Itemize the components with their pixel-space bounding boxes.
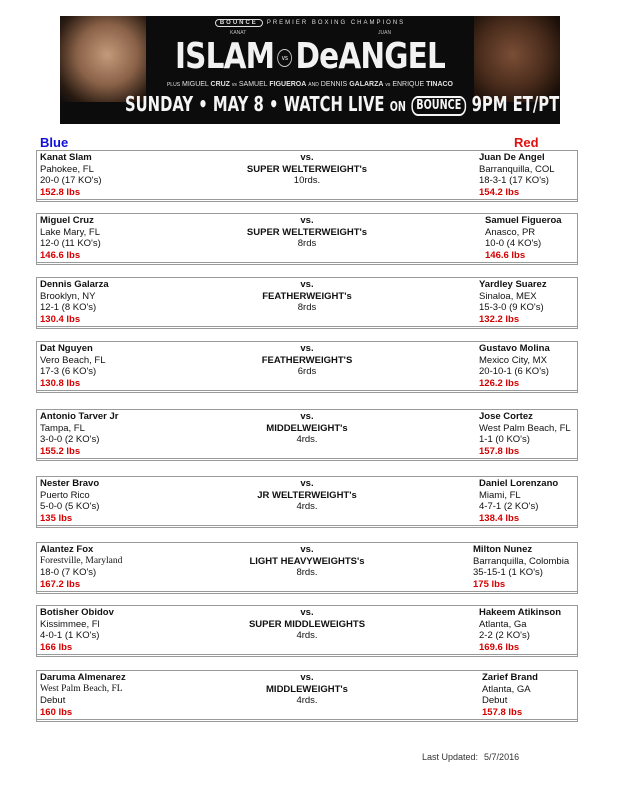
fighter-record: Debut [40, 695, 66, 706]
undercard-and: AND [308, 82, 319, 88]
vs-label: vs. [300, 215, 314, 226]
undercard-line [60, 81, 560, 88]
blue-fighter [40, 607, 114, 653]
fighter-record: 4-7-1 (2 KO's) [479, 501, 539, 512]
bout-card [36, 605, 578, 657]
scheduled-rounds: 8rds [297, 238, 317, 249]
fighter-location: Atlanta, Ga [479, 618, 527, 630]
blue-fighter [40, 152, 101, 198]
fighter-location: West Palm Beach, FL [479, 422, 571, 434]
headline-fighter-a: ISLAM [174, 36, 275, 77]
bout-card [36, 150, 578, 202]
fighter-weight: 146.6 lbs [40, 249, 81, 261]
fighter-weight: 135 lbs [40, 512, 73, 524]
bout-card [36, 476, 578, 528]
scheduled-rounds: 10rds. [293, 175, 321, 186]
red-fighter [479, 343, 550, 389]
fighter-record: 20-10-1 (6 KO's) [479, 366, 549, 377]
fighter-name: Samuel Figueroa [485, 215, 562, 226]
fighter-name: Gustavo Molina [479, 343, 550, 354]
broadcast-on: ON [389, 100, 406, 115]
headline-fighter-b: DeANGEL [295, 36, 446, 77]
fighter-location: Mexico City, MX [479, 354, 547, 366]
fighter-record: 18-3-1 (17 KO's) [479, 175, 549, 186]
fighter-location: West Palm Beach, FL [40, 683, 123, 694]
fighter-record: 1-1 (0 KO's) [479, 434, 530, 445]
undercard-name: CRUZ [210, 81, 230, 88]
fighter-name: Zarief Brand [482, 672, 538, 683]
fighter-name: Kanat Slam [40, 152, 92, 163]
vs-label: vs. [300, 544, 314, 555]
fighter-location: Lake Mary, FL [40, 226, 101, 238]
fighter-name: Alantez Fox [40, 544, 94, 555]
bout-card [36, 341, 578, 393]
fighter-weight: 155.2 lbs [40, 445, 81, 457]
undercard-name: ENRIQUE [392, 81, 425, 88]
fighter-location: Tampa, FL [40, 422, 85, 434]
weight-division: FEATHERWEIGHT'S [261, 354, 353, 366]
fighter-record: 17-3 (6 KO's) [40, 366, 97, 377]
fighter-location: Sinaloa, MEX [479, 290, 537, 302]
weight-division: SUPER WELTERWEIGHT's [246, 163, 368, 175]
fighter-name: Daruma Almenarez [40, 672, 126, 683]
fighter-record: 35-15-1 (1 KO's) [473, 567, 543, 578]
scheduled-rounds: 6rds [297, 366, 317, 377]
fighter-record: 3-0-0 (2 KO's) [40, 434, 100, 445]
bout-card [36, 542, 578, 594]
fighter-location: Barranquilla, COL [479, 163, 555, 175]
fighter-weight: 167.2 lbs [40, 578, 81, 590]
fighter-weight: 169.6 lbs [479, 641, 520, 653]
fighter-record: 18-0 (7 KO's) [40, 567, 97, 578]
divider [37, 326, 577, 327]
scheduled-rounds: 4rds. [296, 434, 318, 445]
weight-division: MIDDELWEIGHT's [266, 422, 348, 434]
weight-division: SUPER WELTERWEIGHT's [246, 226, 368, 238]
fighter-weight: 138.4 lbs [479, 512, 520, 524]
fighter-location: Miami, FL [479, 489, 521, 501]
weight-division: LIGHT HEAVYWEIGHTS's [249, 555, 365, 567]
last-updated [422, 752, 519, 762]
scheduled-rounds: 4rds. [296, 501, 318, 512]
fighter-weight: 157.8 lbs [482, 706, 523, 718]
divider [37, 591, 577, 592]
fighter-record: 15-3-0 (9 KO's) [479, 302, 544, 313]
fighter-weight: 146.6 lbs [485, 249, 526, 261]
scheduled-rounds: 4rds. [296, 695, 318, 706]
broadcast-line [125, 92, 560, 116]
fighter-name: Hakeem Atikinson [479, 607, 562, 618]
fighter-name: Dat Nguyen [40, 343, 93, 354]
red-fighter [479, 607, 561, 653]
broadcast-time: 9PM ET/PT [471, 92, 560, 116]
red-fighter [485, 215, 562, 261]
first-name-left: KANAT [230, 30, 247, 36]
promo-line [60, 19, 560, 27]
fighter-name: Jose Cortez [479, 411, 533, 422]
vs-label: vs. [300, 343, 314, 354]
fighter-record: 12-0 (11 KO's) [40, 238, 101, 249]
red-fighter [479, 279, 547, 325]
undercard-name: GALARZA [349, 81, 384, 88]
divider [37, 390, 577, 391]
fighter-name: Juan De Angel [479, 152, 545, 163]
bout-card [36, 409, 578, 461]
vs-label: vs. [300, 152, 314, 163]
divider [37, 719, 577, 720]
headline [105, 36, 515, 77]
weight-division: SUPER MIDDLEWEIGHTS [248, 618, 366, 630]
fighter-record: 4-0-1 (1 KO's) [40, 630, 100, 641]
undercard-name: MIGUEL [181, 81, 209, 88]
blue-fighter [40, 544, 122, 590]
fighter-weight: 175 lbs [473, 578, 506, 590]
fighter-record: 10-0 (4 KO's) [485, 238, 542, 249]
red-fighter [473, 544, 569, 590]
fighter-name: Dennis Galarza [40, 279, 109, 290]
vs-label: vs. [300, 607, 314, 618]
bounce-logo: BOUNCE [215, 19, 263, 27]
fighter-record: 5-0-0 (5 KO's) [40, 501, 100, 512]
red-fighter [479, 411, 571, 457]
fighter-location: Brooklyn, NY [40, 290, 96, 302]
fighter-location: Kissimmee, Fl [40, 618, 100, 630]
fighter-name: Miguel Cruz [40, 215, 94, 226]
blue-fighter [40, 279, 109, 325]
fighter-weight: 126.2 lbs [479, 377, 520, 389]
blue-fighter [40, 215, 101, 261]
fighter-name: Antonio Tarver Jr [40, 411, 119, 422]
fighter-weight: 152.8 lbs [40, 186, 81, 198]
undercard-vs: vs [385, 82, 391, 88]
fighter-location: Pahokee, FL [40, 163, 94, 175]
fighter-name: Yardley Suarez [479, 279, 547, 290]
blue-fighter [40, 478, 99, 524]
undercard-plus: PLUS [166, 82, 181, 88]
bout-card [36, 670, 578, 722]
fighter-location: Anasco, PR [485, 226, 536, 238]
red-corner-header: Red [514, 135, 539, 150]
divider [37, 199, 577, 200]
fighter-weight: 154.2 lbs [479, 186, 520, 198]
fighter-location: Atlanta, GA [482, 683, 531, 695]
fighter-name: Daniel Lorenzano [479, 478, 559, 489]
fighter-weight: 130.4 lbs [40, 313, 81, 325]
fighter-record: 20-0 (17 KO's) [40, 175, 102, 186]
divider [37, 262, 577, 263]
divider [37, 525, 577, 526]
bout-card [36, 213, 578, 265]
fighter-weight: 130.8 lbs [40, 377, 81, 389]
undercard-name: DENNIS [320, 81, 348, 88]
weight-division: FEATHERWEIGHT's [262, 290, 352, 302]
event-banner [60, 16, 560, 124]
fighter-location: Barranquilla, Colombia [473, 555, 570, 567]
vs-label: vs. [300, 279, 314, 290]
scheduled-rounds: 4rds. [296, 630, 318, 641]
divider [37, 458, 577, 459]
network-logo: BOUNCE [411, 96, 466, 116]
fighter-name: Nester Bravo [40, 478, 100, 489]
vs-label: vs. [300, 672, 314, 683]
fighter-record: 2-2 (2 KO's) [479, 630, 530, 641]
weight-division: MIDDLEWEIGHT's [266, 683, 348, 695]
scheduled-rounds: 8rds [297, 302, 317, 313]
last-updated-date: 5/7/2016 [484, 752, 520, 762]
undercard-vs: vs [231, 82, 237, 88]
fighter-weight: 132.2 lbs [479, 313, 520, 325]
fighter-weight: 157.8 lbs [479, 445, 520, 457]
fighter-location: Vero Beach, FL [40, 354, 106, 366]
last-updated-label: Last Updated: [422, 752, 479, 762]
broadcast-date: SUNDAY • MAY 8 • WATCH LIVE [125, 92, 385, 116]
fighter-record: Debut [482, 695, 508, 706]
fighter-weight: 166 lbs [40, 641, 73, 653]
promo-text: PREMIER BOXING CHAMPIONS [266, 20, 406, 26]
blue-fighter [40, 343, 105, 389]
weight-division: JR WELTERWEIGHT's [257, 489, 357, 501]
first-name-right: JUAN [378, 30, 392, 36]
fighter-location: Puerto Rico [40, 489, 90, 501]
bout-card [36, 277, 578, 329]
undercard-name: TINACO [426, 81, 454, 88]
red-fighter [482, 672, 538, 718]
vs-label: vs. [300, 411, 314, 422]
fighter-location: Forestville, Maryland [40, 555, 123, 566]
divider [37, 654, 577, 655]
blue-fighter [40, 411, 118, 457]
scheduled-rounds: 8rds. [296, 567, 318, 578]
blue-corner-header: Blue [40, 135, 69, 150]
undercard-name: SAMUEL [238, 81, 268, 88]
fighter-weight: 160 lbs [40, 706, 73, 718]
fighter-record: 12-1 (8 KO's) [40, 302, 97, 313]
fighter-name: Botisher Obidov [40, 607, 114, 618]
vs-label: vs. [300, 478, 314, 489]
red-fighter [479, 152, 555, 198]
red-fighter [479, 478, 558, 524]
undercard-name: FIGUEROA [269, 81, 307, 88]
fighter-name: Milton Nunez [473, 544, 533, 555]
blue-fighter [40, 672, 126, 718]
vs-badge: vs [277, 49, 292, 67]
